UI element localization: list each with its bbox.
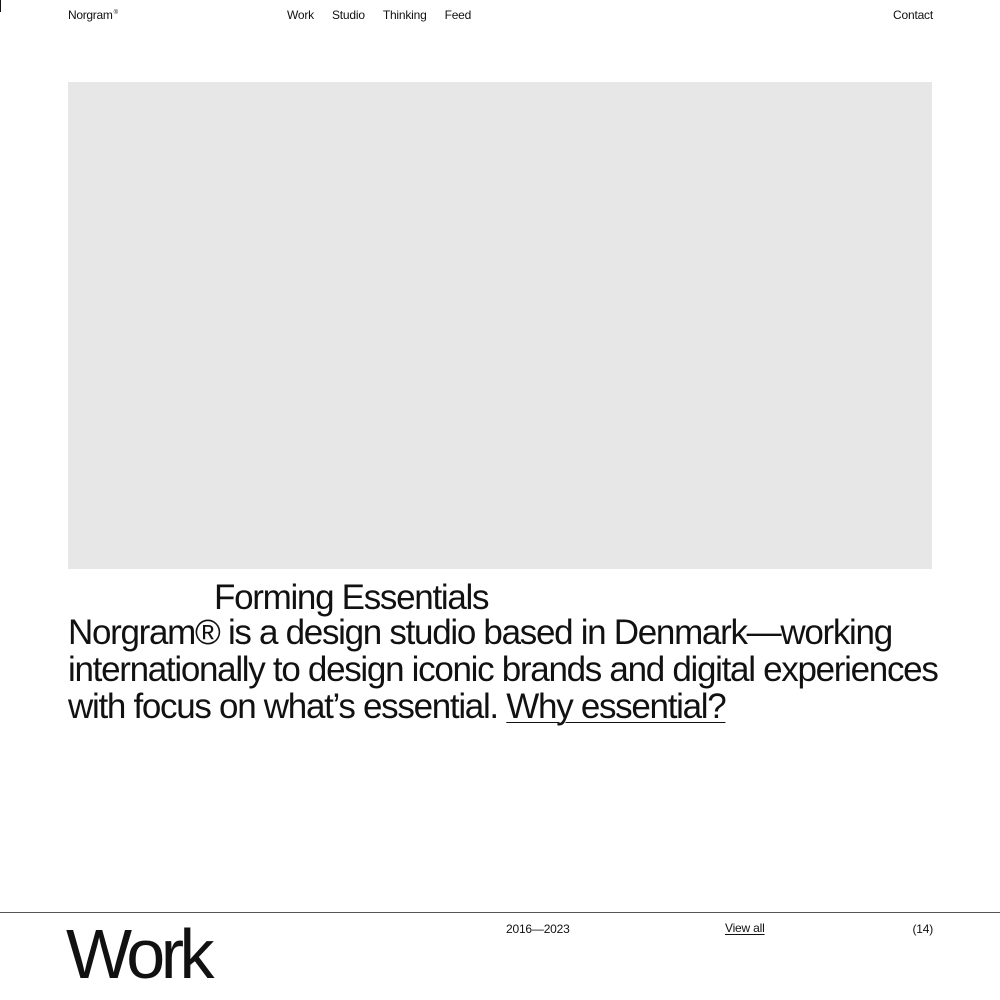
registered-mark: ® — [113, 10, 118, 16]
view-all-link[interactable]: View all — [725, 921, 765, 935]
main-nav — [287, 8, 471, 22]
contact-link[interactable]: Contact — [893, 8, 933, 22]
work-count: (14) — [912, 922, 933, 936]
nav-link-work[interactable]: Work — [287, 8, 314, 22]
intro-paragraph — [68, 614, 948, 725]
site-header — [0, 0, 1000, 30]
logo-link[interactable] — [68, 8, 118, 22]
nav-link-feed[interactable]: Feed — [444, 8, 472, 22]
work-section-title: Work — [66, 915, 211, 993]
why-essential-link[interactable]: Why essential? — [506, 687, 726, 726]
logo-text: Norgram — [68, 8, 113, 22]
tagline: Forming Essentials — [214, 578, 489, 617]
work-year-range: 2016—2023 — [506, 922, 570, 936]
nav-link-studio[interactable]: Studio — [331, 8, 365, 22]
intro-text: Norgram® is a design studio based in Denmark—working internationally to design iconic brands and digital experiences with focus on what’s essential. — [68, 613, 938, 726]
nav-link-thinking[interactable]: Thinking — [382, 8, 427, 22]
hero-image-placeholder — [68, 82, 932, 569]
